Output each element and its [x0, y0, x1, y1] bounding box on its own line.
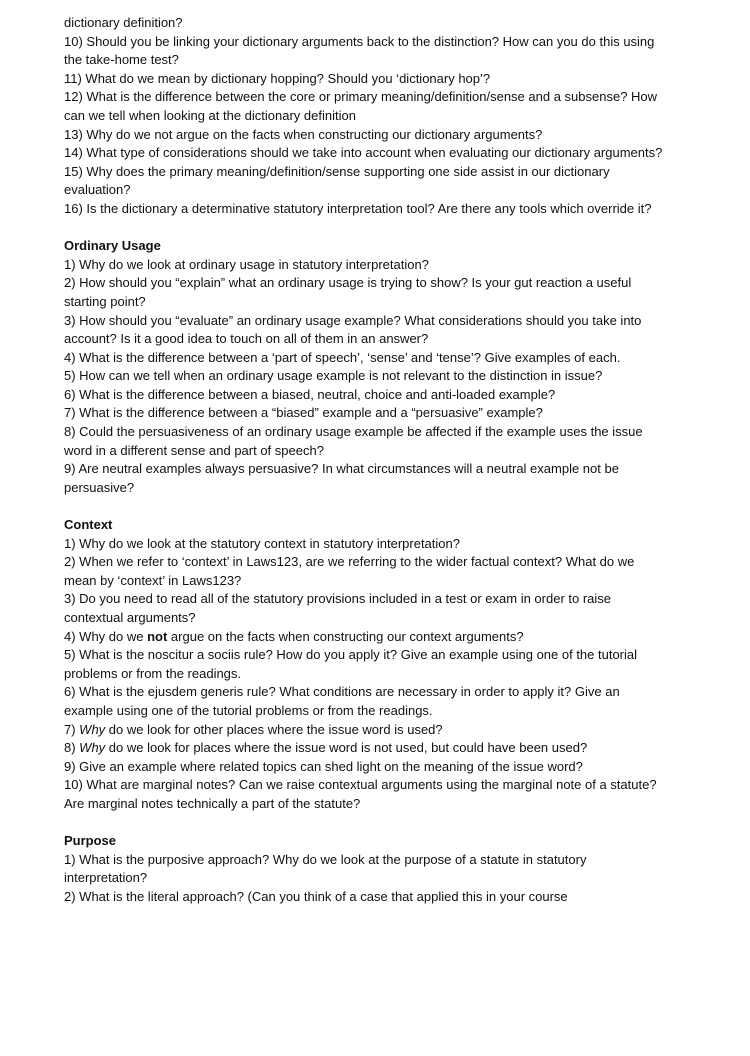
emphasis-italic: Why	[79, 721, 106, 737]
section-heading: Context	[64, 517, 113, 533]
emphasis-bold: not	[147, 628, 168, 644]
dictionary-continuation	[64, 14, 664, 219]
list-item: 10) What are marginal notes? Can we raise contextual arguments using the marginal note of a statute? Are marginal notes technically a part of the statute?	[64, 777, 660, 811]
list-item: 2) When we refer to ‘context’ in Laws123, are we referring to the wider factual context? What do we mean by ‘context’ in Laws123?	[64, 554, 638, 588]
context-section	[64, 516, 664, 814]
list-item: 10) Should you be linking your dictionary arguments back to the distinction? How can you do this using the take-home test?	[64, 33, 659, 68]
document-page	[64, 14, 664, 907]
list-item: 1) Why do we look at ordinary usage in statutory interpretation?	[64, 256, 429, 272]
list-item: 9) Are neutral examples always persuasive? In what circumstances will a neutral example not be persuasive?	[64, 461, 623, 495]
list-item: 6) What is the difference between a biased, neutral, choice and anti-loaded example?	[64, 386, 556, 402]
list-item: 7) Why do we look for other places where the issue word is used?	[64, 721, 443, 737]
list-item: 1) Why do we look at the statutory context in statutory interpretation?	[64, 535, 460, 551]
ordinary-usage-section	[64, 237, 664, 497]
list-item: 11) What do we mean by dictionary hopping? Should you ‘dictionary hop’?	[64, 70, 491, 86]
list-item: 1) What is the purposive approach? Why do we look at the purpose of a statute in statutory interpretation?	[64, 851, 591, 886]
list-item: 8) Could the persuasiveness of an ordinary usage example be affected if the example uses the issue word in a different sense and part of speech?	[64, 424, 647, 458]
list-item: 4) Why do we not argue on the facts when constructing our context arguments?	[64, 628, 524, 644]
section-heading: Purpose	[64, 833, 117, 849]
list-item: 4) What is the difference between a ‘part of speech’, ‘sense’ and ‘tense’? Give examples of each.	[64, 349, 621, 365]
list-item: 12) What is the difference between the core or primary meaning/definition/sense and a subsense? How can we tell when looking at the dictionary definition	[64, 89, 661, 123]
list-item: 3) How should you “evaluate” an ordinary usage example? What considerations should you take into account? Is it a good idea to touch on all of them in an answer?	[64, 312, 646, 347]
list-item: 7) What is the difference between a “biased” example and a “persuasive” example?	[64, 405, 543, 421]
section-heading: Ordinary Usage	[64, 238, 161, 254]
purpose-section	[64, 832, 664, 906]
emphasis-italic: Why	[79, 740, 106, 756]
list-item: 6) What is the ejusdem generis rule? What conditions are necessary in order to apply it? Give an example using one of the tutorial problems or from the readings.	[64, 684, 624, 718]
list-item: 5) What is the noscitur a sociis rule? How do you apply it? Give an example using one of the tutorial problems or from the readings.	[64, 647, 641, 681]
list-item: 9) Give an example where related topics can shed light on the meaning of the issue word?	[64, 758, 583, 774]
list-item: 16) Is the dictionary a determinative statutory interpretation tool? Are there any tools which override it?	[64, 200, 652, 216]
list-item: 14) What type of considerations should we take into account when evaluating our dictionary arguments?	[64, 145, 663, 161]
list-item: dictionary definition?	[64, 15, 183, 30]
list-item: 13) Why do we not argue on the facts when constructing our dictionary arguments?	[64, 126, 543, 142]
list-item: 8) Why do we look for places where the issue word is not used, but could have been used?	[64, 740, 588, 756]
list-item: 2) How should you “explain” what an ordinary usage is trying to show? Is your gut reaction a useful starting point?	[64, 275, 635, 309]
list-item: 5) How can we tell when an ordinary usage example is not relevant to the distinction in issue?	[64, 368, 603, 384]
list-item: 3) Do you need to read all of the statutory provisions included in a test or exam in order to raise contextual arguments?	[64, 591, 615, 625]
list-item: 15) Why does the primary meaning/definition/sense supporting one side assist in our dictionary evaluation?	[64, 163, 614, 198]
list-item: 2) What is the literal approach? (Can you think of a case that applied this in your course	[64, 888, 568, 904]
